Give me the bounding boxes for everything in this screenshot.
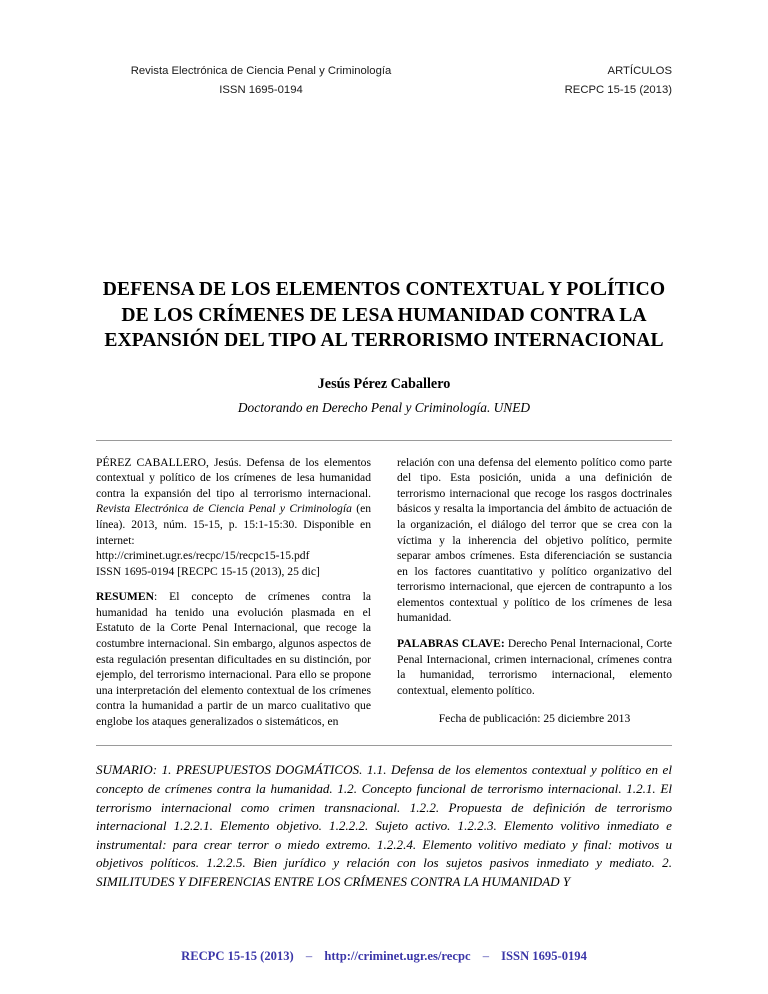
keywords-label: PALABRAS CLAVE:: [397, 637, 505, 651]
abstract-continuation: relación con una defensa del elemento político como parte del tipo. Esta posición, unida a una definición de terrorismo internacional que recoge los rasgos doctrinales básicos y resalta la importancia del ámbito de actuación de la organización, el diálogo del terror que se crea con la víctima y la inherencia del objetivo político, permite separar ambos crímenes. Esta diferenciación se sustancia en los factores cuantitativo y político organizativo del terrorismo internacional, que ejercen de contrapunto a los elementos contextual y político de los crímenes de lesa humanidad.: [397, 455, 672, 625]
citation-journal-title: Revista Electrónica de Ciencia Penal y Criminología: [96, 502, 352, 516]
keywords-paragraph: [397, 636, 672, 698]
divider-above-abstract: [96, 440, 672, 441]
abstract-paragraph: [96, 589, 371, 729]
abstract-column-left: [96, 455, 371, 730]
abstract-text-left: : El concepto de crímenes contra la humanidad ha tenido una evolución plasmada en el Estatuto de la Corte Penal Internacional, que recoge la costumbre internacional. Sin embargo, algunos aspectos de esta regulación presentan dificultades en su distinción, por ejemplo, del terrorismo internacional. Para ello se propone una interpretación del elemento contextual de los crímenes contra la humanidad a partir de un marco cualitativo que englobe los ataques generalizados o sistemáticos, en: [96, 590, 371, 728]
citation-reference: [96, 455, 371, 580]
citation-part-one: PÉREZ CABALLERO, Jesús. Defensa de los elementos contextual y político de los crímenes de lesa humanidad contra la expansión del tipo al terrorismo internacional.: [96, 455, 371, 500]
running-head: [96, 0, 672, 99]
abstract-column-right: [397, 455, 672, 730]
journal-issn: ISSN 1695-0194: [219, 83, 303, 96]
running-head-right: [492, 62, 672, 99]
running-head-left: [96, 62, 426, 99]
issue-label: RECPC 15-15 (2013): [564, 83, 672, 96]
author-affiliation: Doctorando en Derecho Penal y Criminología. UNED: [237, 399, 531, 415]
journal-name: Revista Electrónica de Ciencia Penal y Criminología: [130, 65, 392, 77]
sumario-block: [96, 761, 672, 891]
author-name: Jesús Pérez Caballero: [317, 375, 451, 392]
sumario-text: SUMARIO: 1. PRESUPUESTOS DOGMÁTICOS. 1.1. Defensa de los elementos contextual y político en el concepto de crímenes contra la humanidad. 1.2. Concepto funcional de terrorismo internacional. 1.2.1. El terrorismo internacional como crimen transnacional. 1.2.2. Propuesta de definición de terrorismo internacional 1.2.2.1. Elemento objetivo. 1.2.2.2. Sujeto activo. 1.2.2.3. Elemento volitivo inmediato e instrumental: para crear terror o miedo extremo. 1.2.2.4. Elemento volitivo mediato y final: motivos u objetivos políticos. 1.2.2.5. Bien jurídico y relación con los sujetos pasivos inmediato y mediato. 2. SIMILITUDES Y DIFERENCIAS ENTRE LOS CRÍMENES CONTRA LA HUMANIDAD Y: [96, 762, 672, 889]
section-label: ARTÍCULOS: [607, 65, 672, 77]
divider-below-abstract: [96, 745, 672, 746]
abstract-label: RESUMEN: [96, 590, 154, 604]
citation-issn-line: ISSN 1695-0194 [RECPC 15-15 (2013), 25 dic]: [96, 564, 320, 578]
abstract-block: [96, 455, 672, 730]
footer-url[interactable]: http://criminet.ugr.es/recpc: [324, 949, 471, 963]
citation-url[interactable]: http://criminet.ugr.es/recpc/15/recpc15-15.pdf: [96, 549, 310, 563]
page-footer: [0, 949, 768, 964]
footer-issn: ISSN 1695-0194: [501, 949, 587, 963]
keywords-text: Derecho Penal Internacional, Corte Penal Internacional, crimen internacional, crímenes contra la humanidad, terrorismo internacional, elemento contextual, elemento político.: [397, 637, 672, 697]
footer-separator-two: –: [482, 949, 489, 963]
footer-issue: RECPC 15-15 (2013): [181, 949, 294, 963]
page-title: DEFENSA DE LOS ELEMENTOS CONTEXTUAL Y POLÍTICO DE LOS CRÍMENES DE LESA HUMANIDAD CONTRA LA EXPANSIÓN DEL TIPO AL TERRORISMO INTERNACIONAL: [102, 279, 666, 352]
publication-date: Fecha de publicación: 25 diciembre 2013: [438, 712, 631, 726]
footer-separator-one: –: [305, 949, 313, 963]
title-block: [96, 277, 672, 415]
citation-part-two: (en línea). 2013, núm. 15-15, p. 15:1-15:30. Disponible en internet:: [96, 502, 372, 547]
